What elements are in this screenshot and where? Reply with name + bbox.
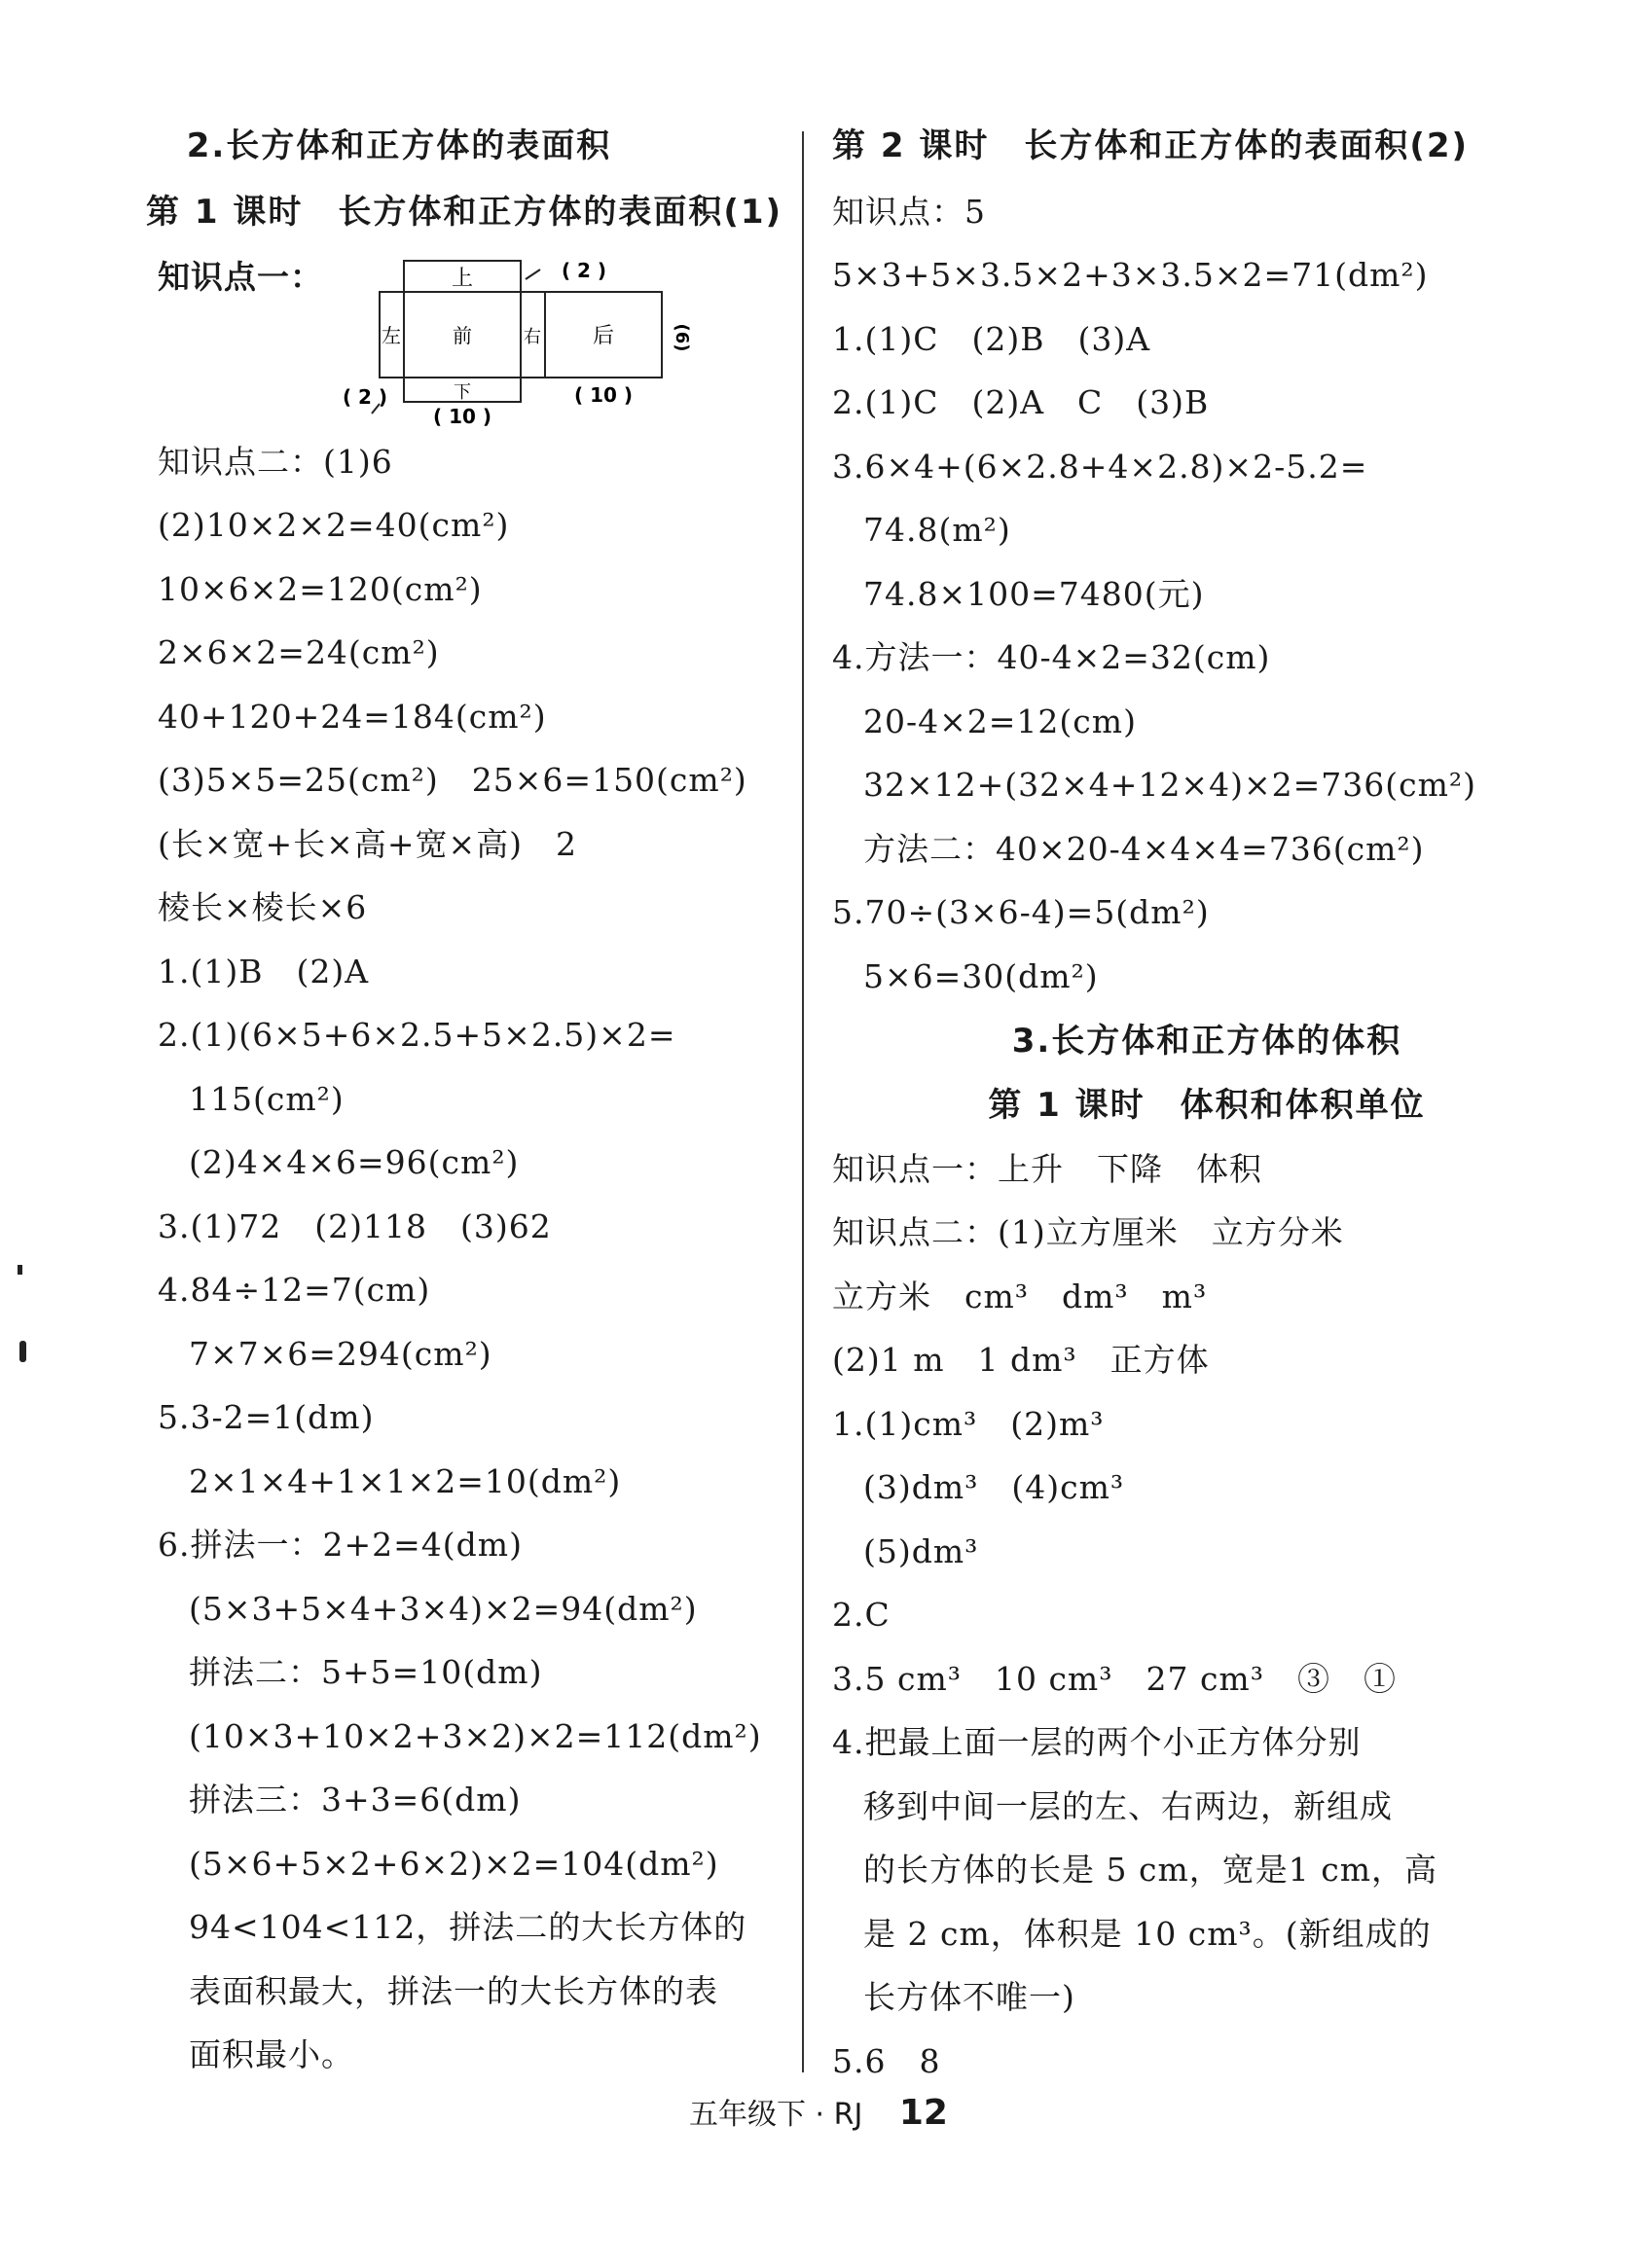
answer-line: 2.(1)(6×5+6×2.5+5×2.5)×2= bbox=[158, 1016, 676, 1054]
answer-line: (5×6+5×2+6×2)×2=104(dm²) bbox=[189, 1845, 719, 1883]
answer-line: 知识点：5 bbox=[832, 193, 986, 231]
answer-line: 2×6×2=24(cm²) bbox=[158, 633, 440, 671]
answer-line: 40+120+24=184(cm²) bbox=[158, 698, 547, 736]
section-title: 3.长方体和正方体的体积 bbox=[1011, 1022, 1402, 1061]
answer-line: 74.8×100=7480(元) bbox=[863, 575, 1205, 613]
answer-line: 拼法二：5+5=10(dm) bbox=[189, 1653, 543, 1691]
answer-line: 7×7×6=294(cm²) bbox=[189, 1335, 492, 1373]
scan-mark bbox=[19, 1341, 26, 1362]
cuboid-net-diagram bbox=[342, 248, 692, 428]
answer-line: 1.(1)B (2)A bbox=[158, 953, 370, 990]
net-dim-back: ( 10 ) bbox=[573, 383, 634, 407]
answer-line: 知识点二：(1)6 bbox=[158, 443, 393, 481]
answer-line: 115(cm²) bbox=[189, 1080, 345, 1118]
knowledge-point-one-label: 知识点一： bbox=[158, 258, 323, 296]
answer-line: 5.6 8 bbox=[832, 2042, 941, 2080]
answer-line: (5)dm³ bbox=[863, 1532, 979, 1570]
scan-mark bbox=[18, 1265, 22, 1275]
net-dim-top: ( 2 ) bbox=[561, 259, 607, 282]
answer-line: 2×1×4+1×1×2=10(dm²) bbox=[189, 1462, 622, 1500]
page-footer bbox=[0, 2090, 1637, 2133]
net-dim-side: (6) bbox=[672, 323, 692, 352]
answer-line: 5×3+5×3.5×2+3×3.5×2=71(dm²) bbox=[832, 256, 1429, 294]
net-label-back: 后 bbox=[592, 324, 615, 348]
net-dim-bottom-left: ( 2 ) bbox=[342, 385, 388, 409]
answer-line: 拼法三：3+3=6(dm) bbox=[189, 1781, 522, 1818]
net-dim-bottom: ( 10 ) bbox=[432, 405, 492, 428]
answer-line: 1.(1)C (2)B (3)A bbox=[832, 320, 1151, 358]
answer-line: (10×3+10×2+3×2)×2=112(dm²) bbox=[189, 1717, 762, 1755]
answer-line: 94<104<112，拼法二的大长方体的 bbox=[189, 1908, 747, 1946]
answer-line: 2.C bbox=[832, 1596, 891, 1634]
lesson-title: 第 1 课时 体积和体积单位 bbox=[988, 1086, 1426, 1125]
page-number: 12 bbox=[898, 2093, 948, 2133]
net-label-right: 右 bbox=[524, 327, 541, 347]
answer-line: 5.3-2=1(dm) bbox=[158, 1398, 375, 1436]
answer-line: 1.(1)cm³ (2)m³ bbox=[832, 1405, 1105, 1443]
answer-line: (3)5×5=25(cm²) 25×6=150(cm²) bbox=[158, 761, 747, 799]
answer-line: 10×6×2=120(cm²) bbox=[158, 570, 483, 608]
column-divider bbox=[802, 131, 804, 2072]
answer-line: 4.方法一：40-4×2=32(cm) bbox=[832, 638, 1271, 676]
answer-line: (5×3+5×4+3×4)×2=94(dm²) bbox=[189, 1590, 698, 1628]
answer-line: 5×6=30(dm²) bbox=[863, 957, 1099, 995]
net-label-bottom: 下 bbox=[454, 382, 471, 403]
answer-line: 知识点二：(1)立方厘米 立方分米 bbox=[832, 1213, 1344, 1251]
answer-line: (3)dm³ (4)cm³ bbox=[863, 1468, 1125, 1506]
answer-line: 知识点一：上升 下降 体积 bbox=[832, 1150, 1262, 1188]
answer-line: 4.84÷12=7(cm) bbox=[158, 1271, 431, 1309]
answer-line: 3.5 cm³ 10 cm³ 27 cm³ ③ ① bbox=[832, 1660, 1397, 1698]
net-label-front: 前 bbox=[453, 324, 472, 347]
answer-line: (2)4×4×6=96(cm²) bbox=[189, 1143, 520, 1181]
answer-line: 3.(1)72 (2)118 (3)62 bbox=[158, 1207, 552, 1245]
answer-line: 32×12+(32×4+12×4)×2=736(cm²) bbox=[863, 766, 1476, 804]
answer-line: 2.(1)C (2)A C (3)B bbox=[832, 383, 1210, 421]
lesson-title: 第 2 课时 长方体和正方体的表面积(2) bbox=[832, 126, 1470, 165]
answer-line: 5.70÷(3×6-4)=5(dm²) bbox=[832, 893, 1210, 931]
answer-line: 20-4×2=12(cm) bbox=[863, 702, 1137, 740]
answer-line: 4.把最上面一层的两个小正方体分别 bbox=[832, 1723, 1362, 1761]
answer-line: 棱长×棱长×6 bbox=[158, 888, 368, 926]
net-label-top: 上 bbox=[451, 267, 474, 291]
answer-line: 长方体不唯一) bbox=[863, 1978, 1075, 2016]
answer-line: 立方米 cm³ dm³ m³ bbox=[832, 1278, 1208, 1315]
answer-line: 74.8(m²) bbox=[863, 511, 1011, 549]
lesson-title: 第 1 课时 长方体和正方体的表面积(1) bbox=[146, 193, 783, 232]
answer-line: 面积最小。 bbox=[189, 2035, 354, 2073]
answer-line: 表面积最大，拼法一的大长方体的表 bbox=[189, 1972, 718, 2010]
answer-line: 6.拼法一：2+2=4(dm) bbox=[158, 1526, 523, 1564]
answer-line: 方法二：40×20-4×4×4=736(cm²) bbox=[863, 830, 1425, 868]
footer-grade: 五年级下 · RJ bbox=[689, 2098, 863, 2132]
answer-line: 3.6×4+(6×2.8+4×2.8)×2-5.2= bbox=[832, 448, 1368, 486]
answer-line: 是 2 cm，体积是 10 cm³。(新组成的 bbox=[863, 1915, 1432, 1953]
answer-line: (长×宽+长×高+宽×高) 2 bbox=[158, 825, 577, 863]
answer-line: (2)1 m 1 dm³ 正方体 bbox=[832, 1341, 1210, 1379]
answer-line: 移到中间一层的左、右两边，新组成 bbox=[863, 1787, 1393, 1825]
net-label-left: 左 bbox=[382, 324, 401, 347]
answer-line: 的长方体的长是 5 cm，宽是1 cm，高 bbox=[863, 1851, 1438, 1889]
section-title: 2.长方体和正方体的表面积 bbox=[186, 126, 612, 165]
answer-line: (2)10×2×2=40(cm²) bbox=[158, 506, 510, 544]
